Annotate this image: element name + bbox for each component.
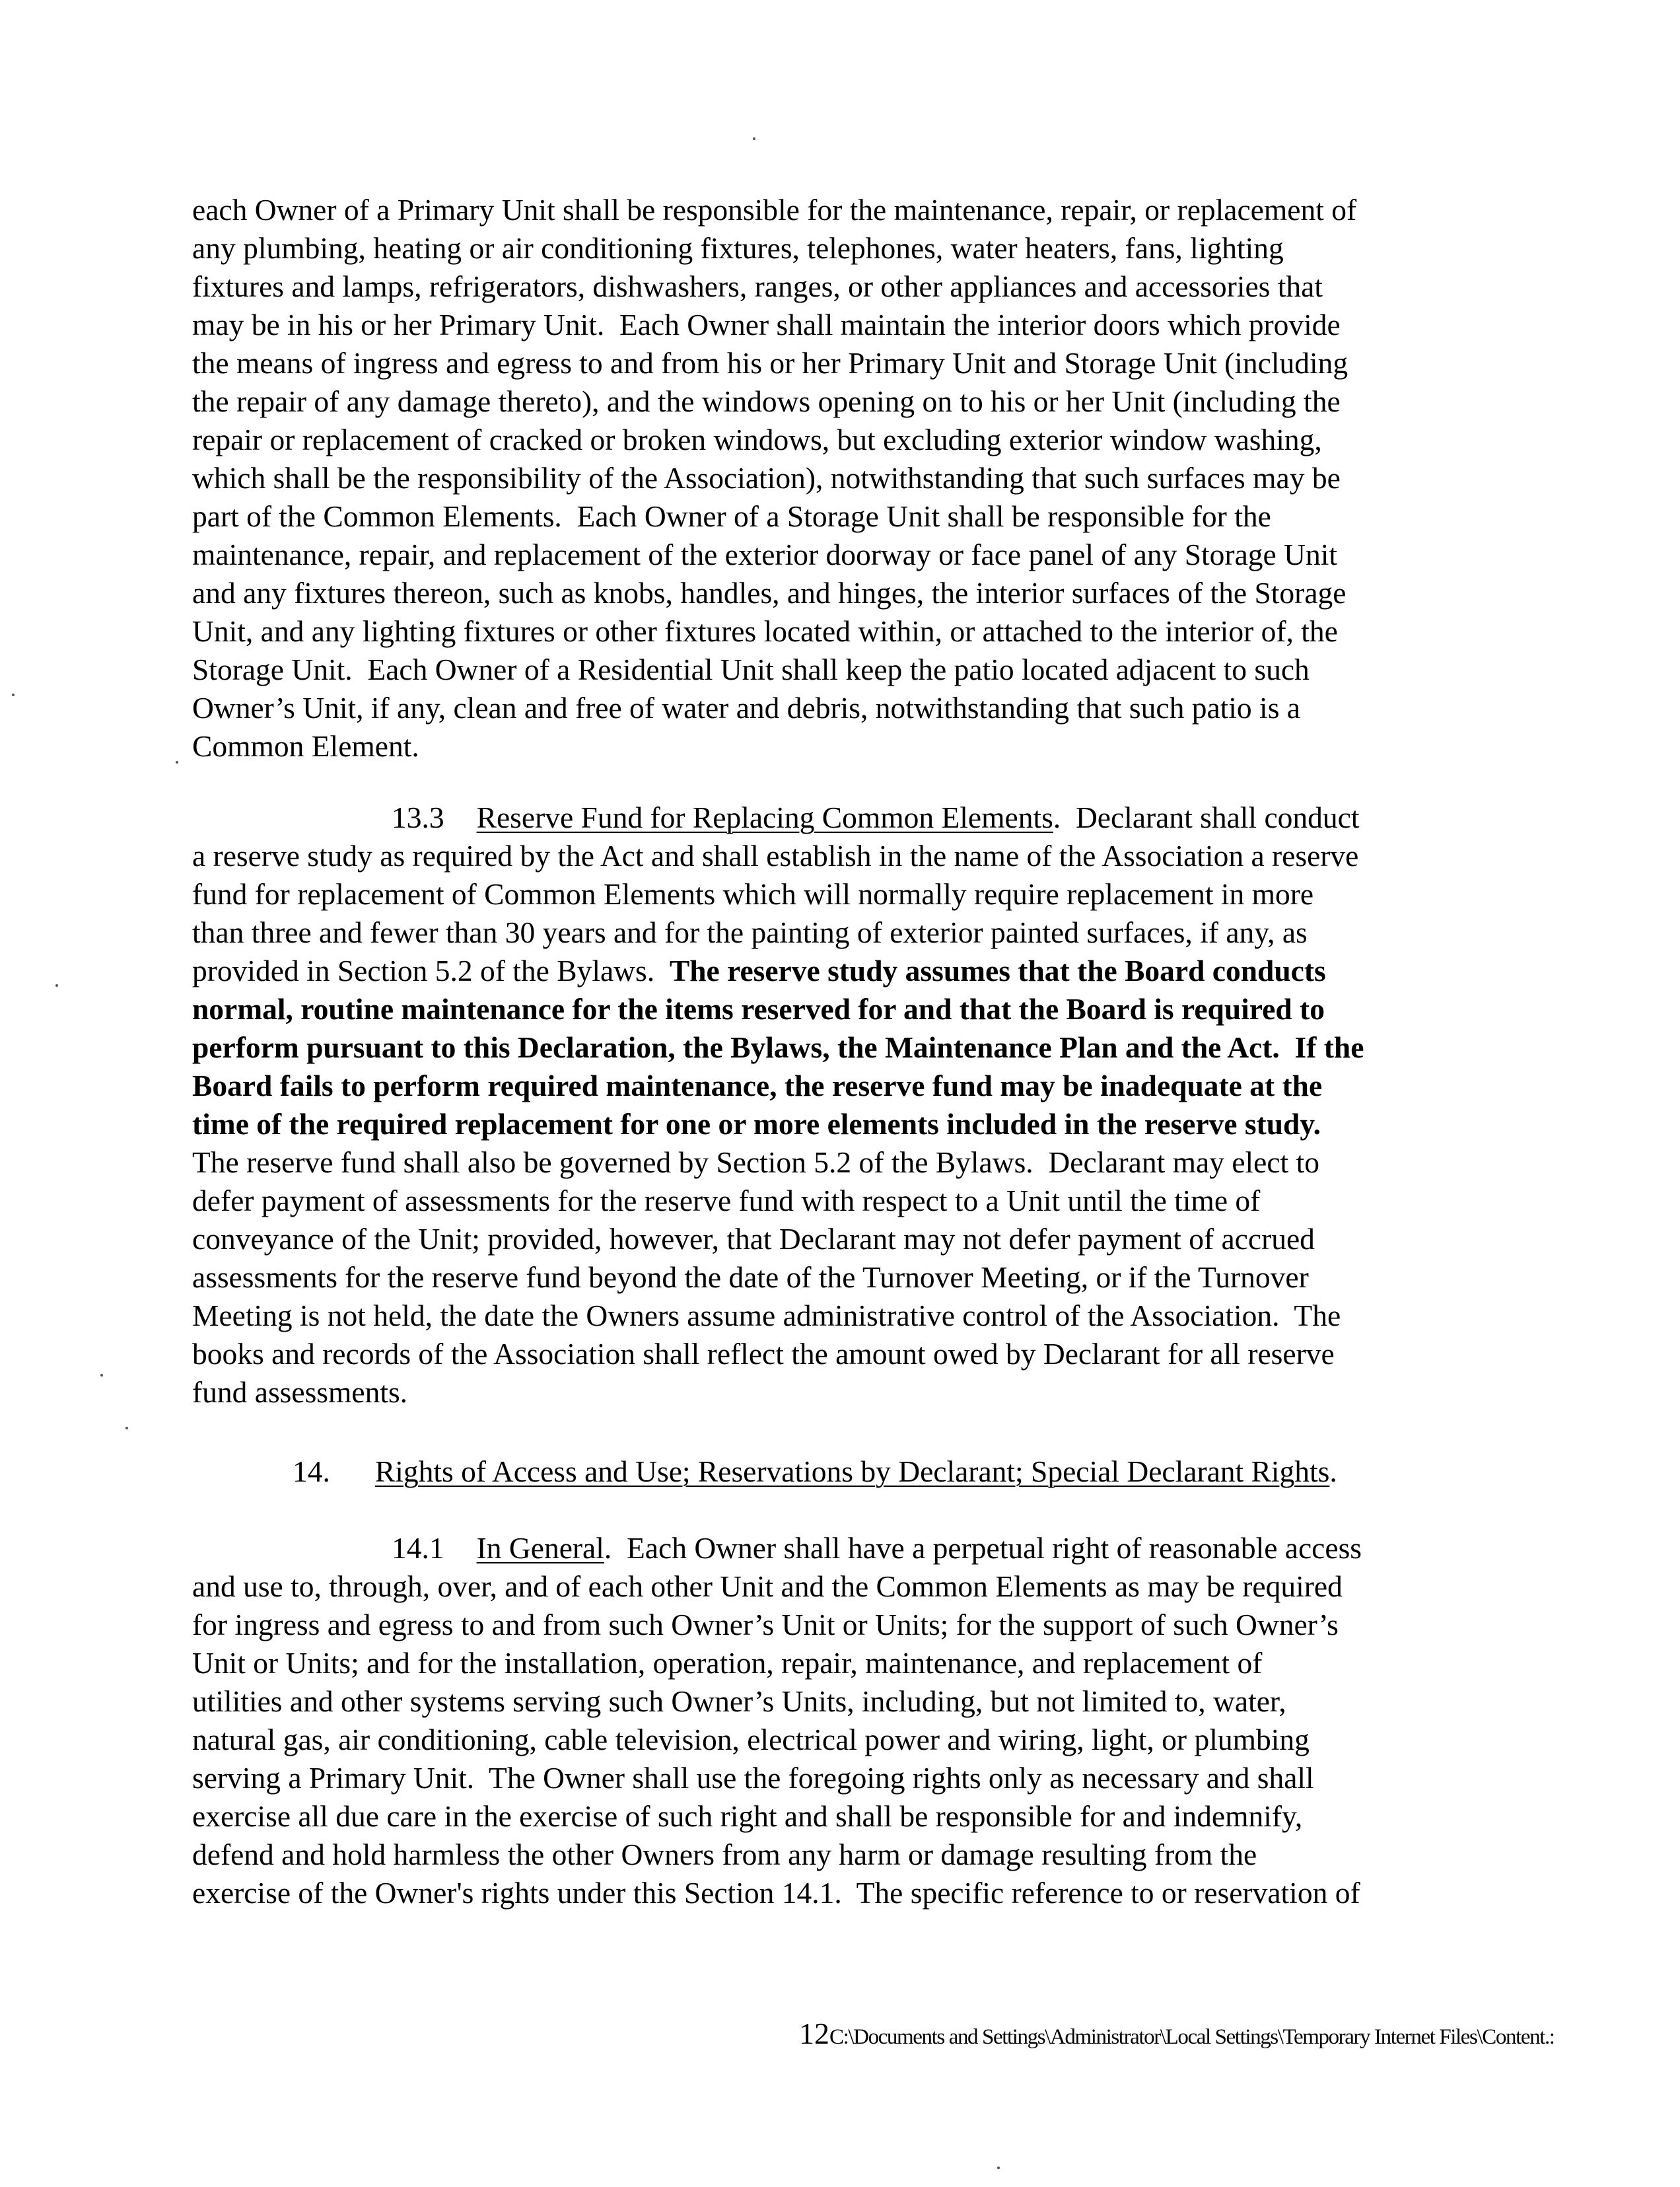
text-line: maintenance, repair, and replacement of the exterior doorway or face panel of any Storage Unit	[192, 538, 1337, 571]
text-line: a reserve study as required by the Act and shall establish in the name of the Association a reserve	[192, 839, 1359, 873]
text-line: natural gas, air conditioning, cable television, electrical power and wiring, light, or plumbing	[192, 1723, 1310, 1756]
text-line: exercise all due care in the exercise of such right and shall be responsible for and indemnify,	[192, 1799, 1303, 1833]
scan-speck	[753, 137, 755, 140]
text-line: utilities and other systems serving such Owner’s Units, including, but not limited to, water,	[192, 1684, 1286, 1718]
bold-text-run: The reserve study assumes that the Board conducts	[669, 954, 1326, 987]
page-number: 12	[799, 2017, 829, 2050]
text-line: defend and hold harmless the other Owners from any harm or damage resulting from the	[192, 1838, 1257, 1871]
bold-text-line: perform pursuant to this Declaration, the Bylaws, the Maintenance Plan and the Act. If the	[192, 1030, 1364, 1064]
text-line: defer payment of assessments for the reserve fund with respect to a Unit until the time of	[192, 1184, 1261, 1217]
text-line: assessments for the reserve fund beyond the date of the Turnover Meeting, or if the Turnover	[192, 1260, 1309, 1294]
text-line: fixtures and lamps, refrigerators, dishwashers, ranges, or other appliances and accessories that	[192, 269, 1323, 303]
scan-speck	[55, 984, 58, 987]
text-line: and any fixtures thereon, such as knobs, handles, and hinges, the interior surfaces of the Storage	[192, 576, 1347, 610]
bold-text-line: Board fails to perform required maintenance, the reserve fund may be inadequate at the	[192, 1069, 1323, 1102]
text-line: part of the Common Elements. Each Owner of a Storage Unit shall be responsible for the	[192, 499, 1271, 533]
bold-text-line: time of the required replacement for one or more elements included in the reserve study.	[192, 1107, 1321, 1141]
text-line: exercise of the Owner's rights under this Section 14.1. The specific reference to or reservation of	[192, 1876, 1360, 1910]
text-line: any plumbing, heating or air conditioning fixtures, telephones, water heaters, fans, lighting	[192, 231, 1284, 265]
section-number: 14.1	[392, 1531, 444, 1565]
text-line: serving a Primary Unit. The Owner shall use the foregoing rights only as necessary and shall	[192, 1761, 1314, 1795]
text-line: than three and fewer than 30 years and for the painting of exterior painted surfaces, if any, as	[192, 915, 1308, 949]
section-title: In General	[476, 1531, 604, 1565]
file-path: C:\Documents and Settings\Administrator\Local Settings\Temporary Internet Files\Content.:	[829, 2025, 1555, 2049]
text-line: conveyance of the Unit; provided, however, that Declarant may not defer payment of accrued	[192, 1222, 1315, 1256]
text-line: the means of ingress and egress to and from his or her Primary Unit and Storage Unit (including	[192, 346, 1348, 380]
section-14-1-first-line	[192, 1529, 1487, 1567]
text-line: each Owner of a Primary Unit shall be responsible for the maintenance, repair, or replacement of	[192, 193, 1357, 227]
section-number: 13.3	[392, 801, 444, 834]
text-line: Meeting is not held, the date the Owners assume administrative control of the Association. The	[192, 1299, 1341, 1332]
text-run: provided in Section 5.2 of the Bylaws.	[192, 954, 670, 987]
text-line: may be in his or her Primary Unit. Each Owner shall maintain the interior doors which provide	[192, 308, 1341, 341]
scan-speck	[125, 1427, 128, 1429]
paragraph-maintenance-continuation	[192, 191, 1487, 766]
scan-speck	[176, 761, 178, 764]
text-line: Unit, and any lighting fixtures or other fixtures located within, or attached to the interior of, the	[192, 614, 1338, 648]
text-line: books and records of the Association shall reflect the amount owed by Declarant for all reserve	[192, 1337, 1335, 1371]
scan-speck	[100, 1374, 103, 1377]
scan-speck	[997, 2167, 1000, 2169]
section-14-1-in-general	[192, 1529, 1487, 1912]
section-title: Rights of Access and Use; Reservations by Declarant; Special Declarant Rights	[374, 1454, 1330, 1488]
text-run: . Each Owner shall have a perpetual right of reasonable access	[604, 1531, 1362, 1565]
section-13-3-first-line	[192, 799, 1487, 837]
section-13-3-reserve-fund	[192, 799, 1487, 1412]
text-line: Unit or Units; and for the installation, operation, repair, maintenance, and replacement of	[192, 1646, 1263, 1680]
text-line: The reserve fund shall also be governed by Section 5.2 of the Bylaws. Declarant may elect to	[192, 1145, 1319, 1179]
bold-text-line: normal, routine maintenance for the items reserved for and that the Board is required to	[192, 992, 1325, 1026]
page-footer	[799, 2017, 1555, 2054]
text-line: Common Element.	[192, 729, 419, 763]
text-line: which shall be the responsibility of the Association), notwithstanding that such surfaces may be	[192, 461, 1341, 495]
section-number: 14.	[293, 1454, 330, 1488]
text-line: Storage Unit. Each Owner of a Residential Unit shall keep the patio located adjacent to such	[192, 653, 1310, 686]
text-line: Owner’s Unit, if any, clean and free of water and debris, notwithstanding that such patio is a	[192, 691, 1300, 725]
text-line: for ingress and egress to and from such Owner’s Unit or Units; for the support of such Owner’s	[192, 1608, 1339, 1641]
scan-speck	[12, 694, 15, 696]
text-run: .	[1329, 1454, 1337, 1488]
text-line: repair or replacement of cracked or broken windows, but excluding exterior window washing,	[192, 423, 1322, 456]
text-line: fund assessments.	[192, 1375, 408, 1409]
text-line: fund for replacement of Common Elements which will normally require replacement in more	[192, 877, 1314, 911]
text-line-mixed	[192, 952, 1487, 990]
section-14-heading	[192, 1452, 1487, 1491]
text-line: the repair of any damage thereto), and the windows opening on to his or her Unit (including the	[192, 384, 1341, 418]
section-title: Reserve Fund for Replacing Common Elements	[476, 801, 1053, 834]
text-run: . Declarant shall conduct	[1053, 801, 1360, 834]
text-line: and use to, through, over, and of each other Unit and the Common Elements as may be required	[192, 1569, 1343, 1603]
